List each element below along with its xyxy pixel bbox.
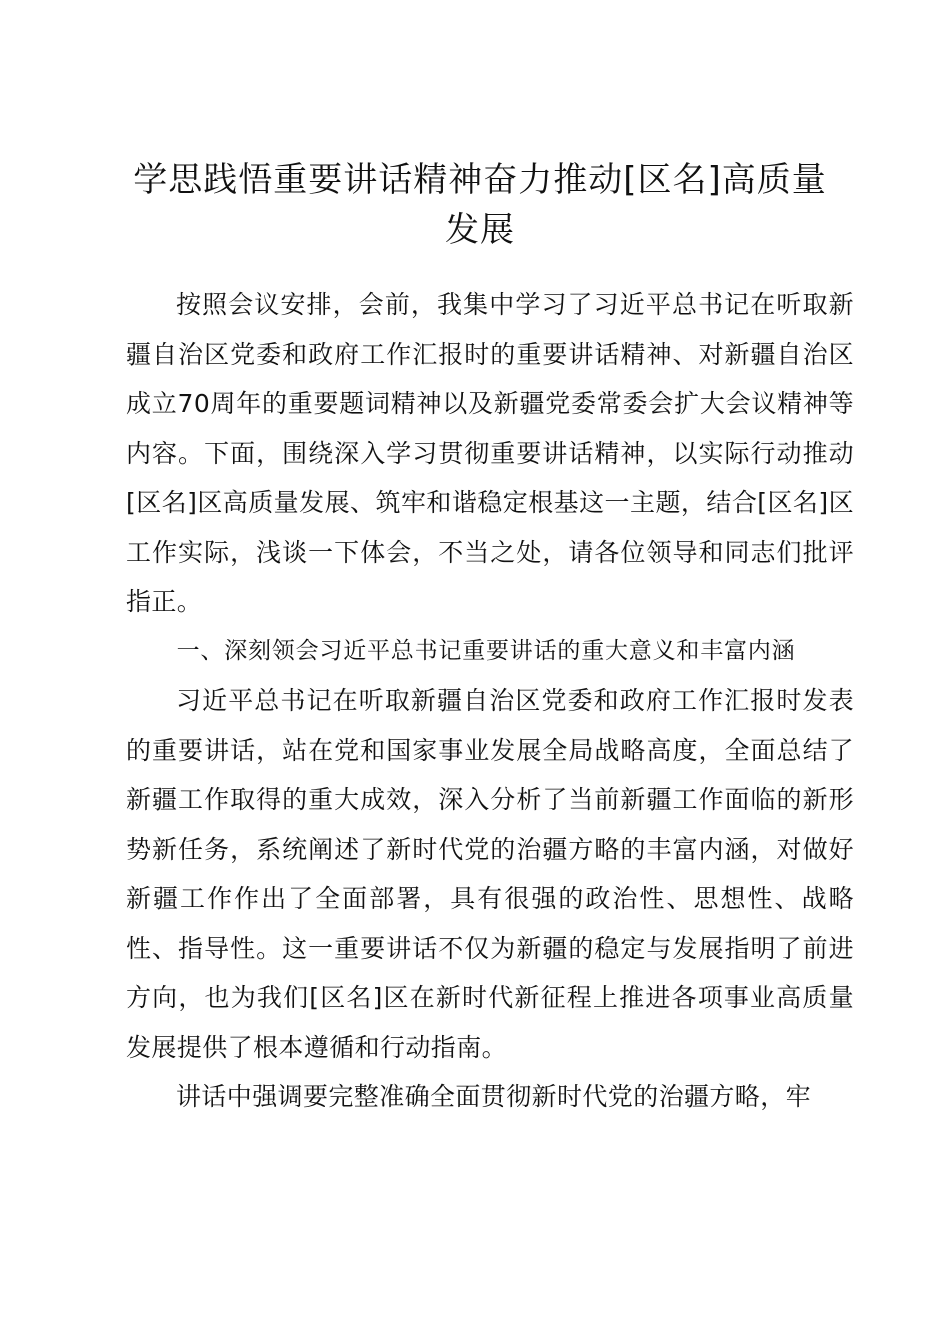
- document-title: 学思践悟重要讲话精神奋力推动[区名]高质量发展: [133, 160, 827, 250]
- section-heading-1: 一、深刻领会习近平总书记重要讲话的重大意义和丰富内涵: [176, 637, 796, 664]
- intro-paragraph: 按照会议安排，会前，我集中学习了习近平总书记在听取新疆自治区党委和政府工作汇报时的重要讲话精神、对新疆自治区成立70周年的重要题词精神以及新疆党委常委会扩大会议精神等内容。下面，围绕深入学习贯彻重要讲话精神，以实际行动推动[区名]区高质量发展、筑牢和谐稳定根基这一主题，结合[区名]区工作实际，浅谈一下体会，不当之处，请各位领导和同志们批评指正。: [126, 290, 854, 616]
- body-paragraph-1: 习近平总书记在听取新疆自治区党委和政府工作汇报时发表的重要讲话，站在党和国家事业发展全局战略高度，全面总结了新疆工作取得的重大成效，深入分析了当前新疆工作面临的新形势新任务，系统阐述了新时代党的治疆方略的丰富内涵，对做好新疆工作作出了全面部署，具有很强的政治性、思想性、战略性、指导性。这一重要讲话不仅为新疆的稳定与发展指明了前进方向，也为我们[区名]区在新时代新征程上推进各项事业高质量发展提供了根本遵循和行动指南。: [126, 686, 854, 1062]
- document-body: [126, 280, 854, 1122]
- body-paragraph-2: 讲话中强调要完整准确全面贯彻新时代党的治疆方略，牢: [176, 1082, 812, 1111]
